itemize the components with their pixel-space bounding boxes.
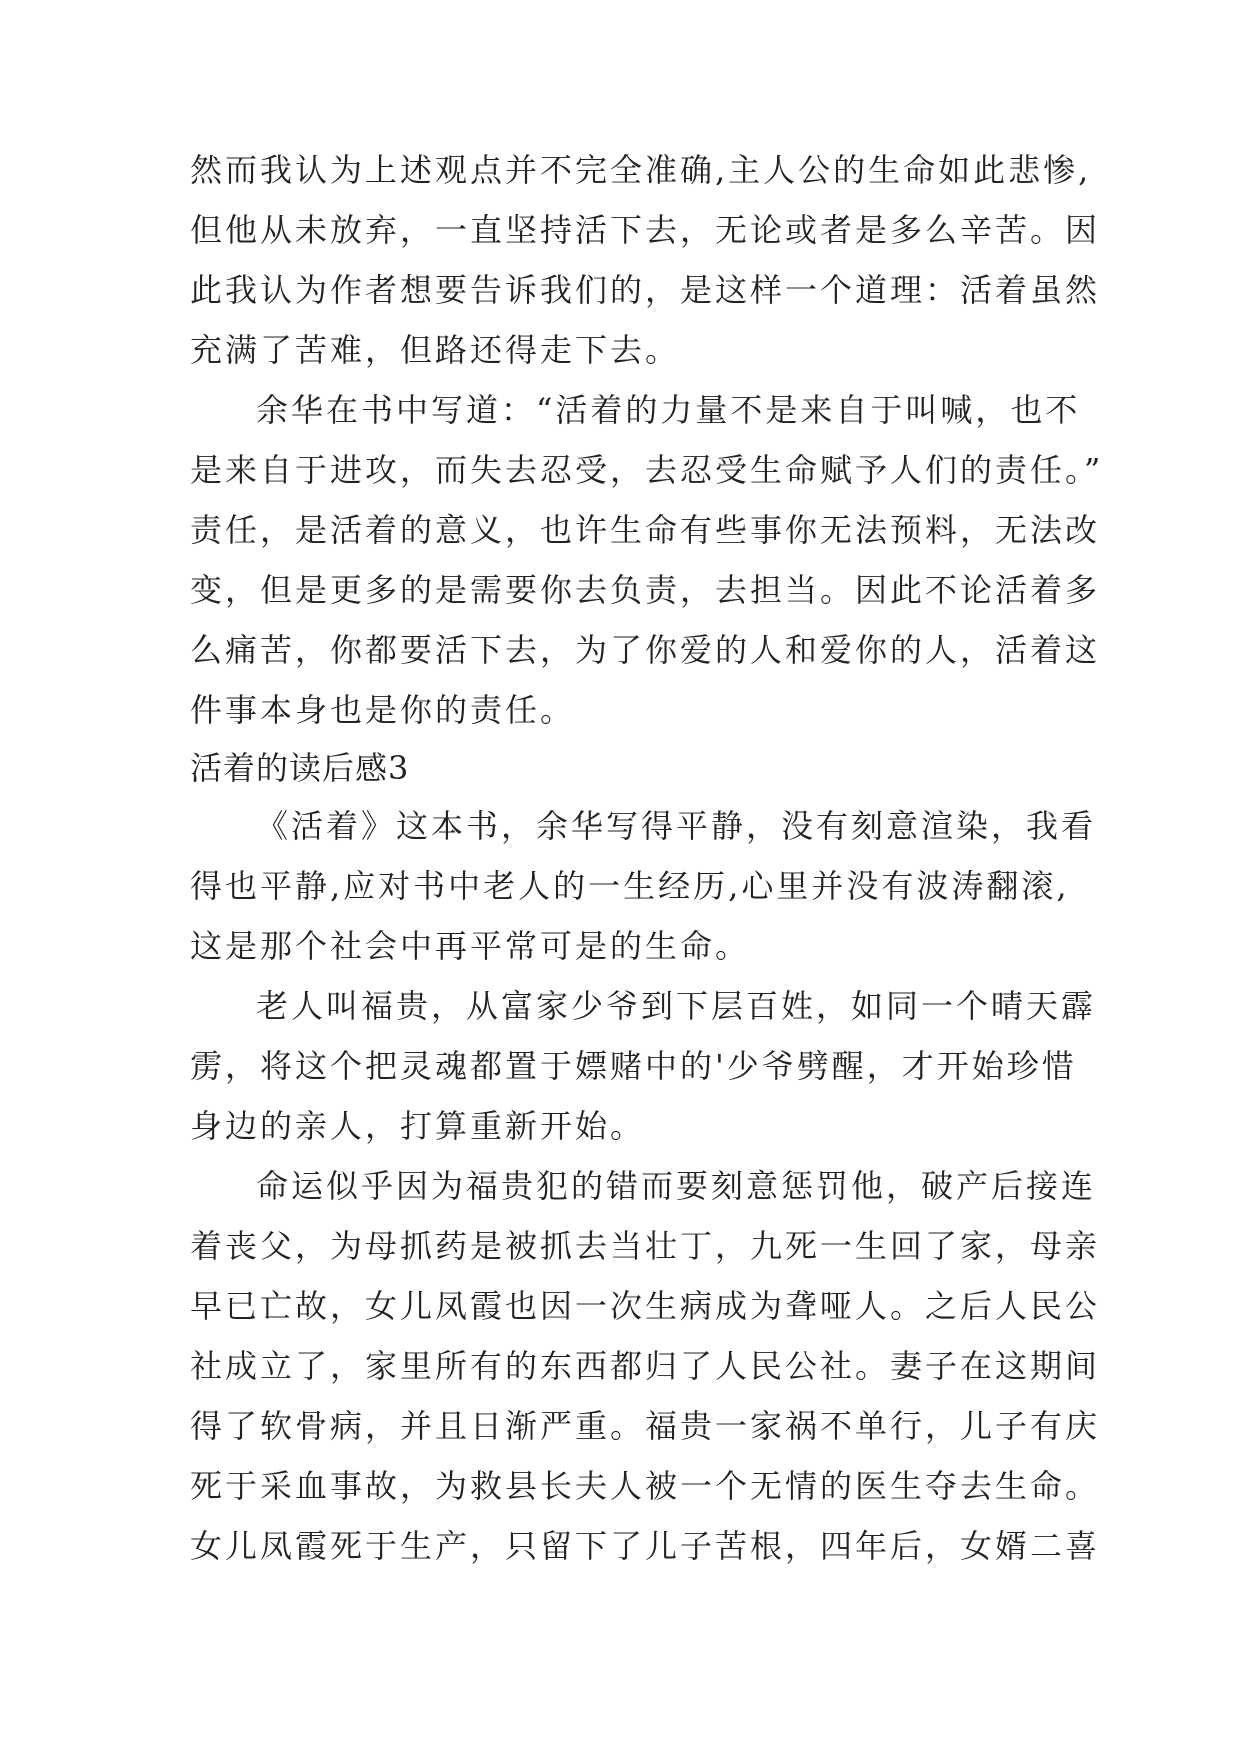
text-line: 这是那个社会中再平常可是的生命。 [190, 927, 751, 965]
text-line: 么痛苦，你都要活下去，为了你爱的人和爱你的人，活着这 [190, 631, 1101, 669]
paragraph-first-line: 老人叫福贵，从富家少爷到下层百姓，如同一个晴天霹 [256, 987, 1097, 1025]
text-line: 社成立了，家里所有的东西都归了人民公社。妻子在这期间 [190, 1347, 1101, 1385]
text-line: 着丧父，为母抓药是被抓去当壮丁，九死一生回了家，母亲 [190, 1227, 1101, 1265]
text-line: 雳，将这个把灵魂都置于嫖赌中的'少爷劈醒，才开始珍惜 [190, 1047, 1077, 1085]
text-line: 得了软骨病，并且日渐严重。福贵一家祸不单行，儿子有庆 [190, 1407, 1101, 1445]
text-line: 是来自于进攻，而失去忍受，去忍受生命赋予人们的责任。” [190, 451, 1104, 489]
text-line: 然而我认为上述观点并不完全准确,主人公的生命如此悲惨, [190, 151, 1092, 189]
paragraph-first-line: 《活着》这本书，余华写得平静，没有刻意渲染，我看 [256, 807, 1097, 845]
section-heading: 活着的读后感3 [190, 749, 410, 787]
text-line: 变，但是更多的是需要你去负责，去担当。因此不论活着多 [190, 571, 1101, 609]
paragraph-first-line: 余华在书中写道：“活着的力量不是来自于叫喊，也不 [256, 391, 1081, 429]
text-line: 但他从未放弃，一直坚持活下去，无论或者是多么辛苦。因 [190, 211, 1101, 249]
text-line: 此我认为作者想要告诉我们的，是这样一个道理：活着虽然 [190, 271, 1101, 309]
text-line: 身边的亲人，打算重新开始。 [190, 1107, 646, 1145]
text-line: 充满了苦难，但路还得走下去。 [190, 331, 681, 369]
text-line: 件事本身也是你的责任。 [190, 691, 576, 729]
text-line: 早已亡故，女儿凤霞也因一次生病成为聋哑人。之后人民公 [190, 1287, 1101, 1325]
paragraph-first-line: 命运似乎因为福贵犯的错而要刻意惩罚他，破产后接连 [256, 1167, 1097, 1205]
text-line: 死于采血事故，为救县长夫人被一个无情的医生夺去生命。 [190, 1467, 1101, 1505]
text-line: 得也平静,应对书中老人的一生经历,心里并没有波涛翻滚, [190, 867, 1070, 905]
text-line: 女儿凤霞死于生产，只留下了儿子苦根，四年后，女婿二喜 [190, 1527, 1101, 1565]
text-line: 责任，是活着的意义，也许生命有些事你无法预料，无法改 [190, 511, 1101, 549]
